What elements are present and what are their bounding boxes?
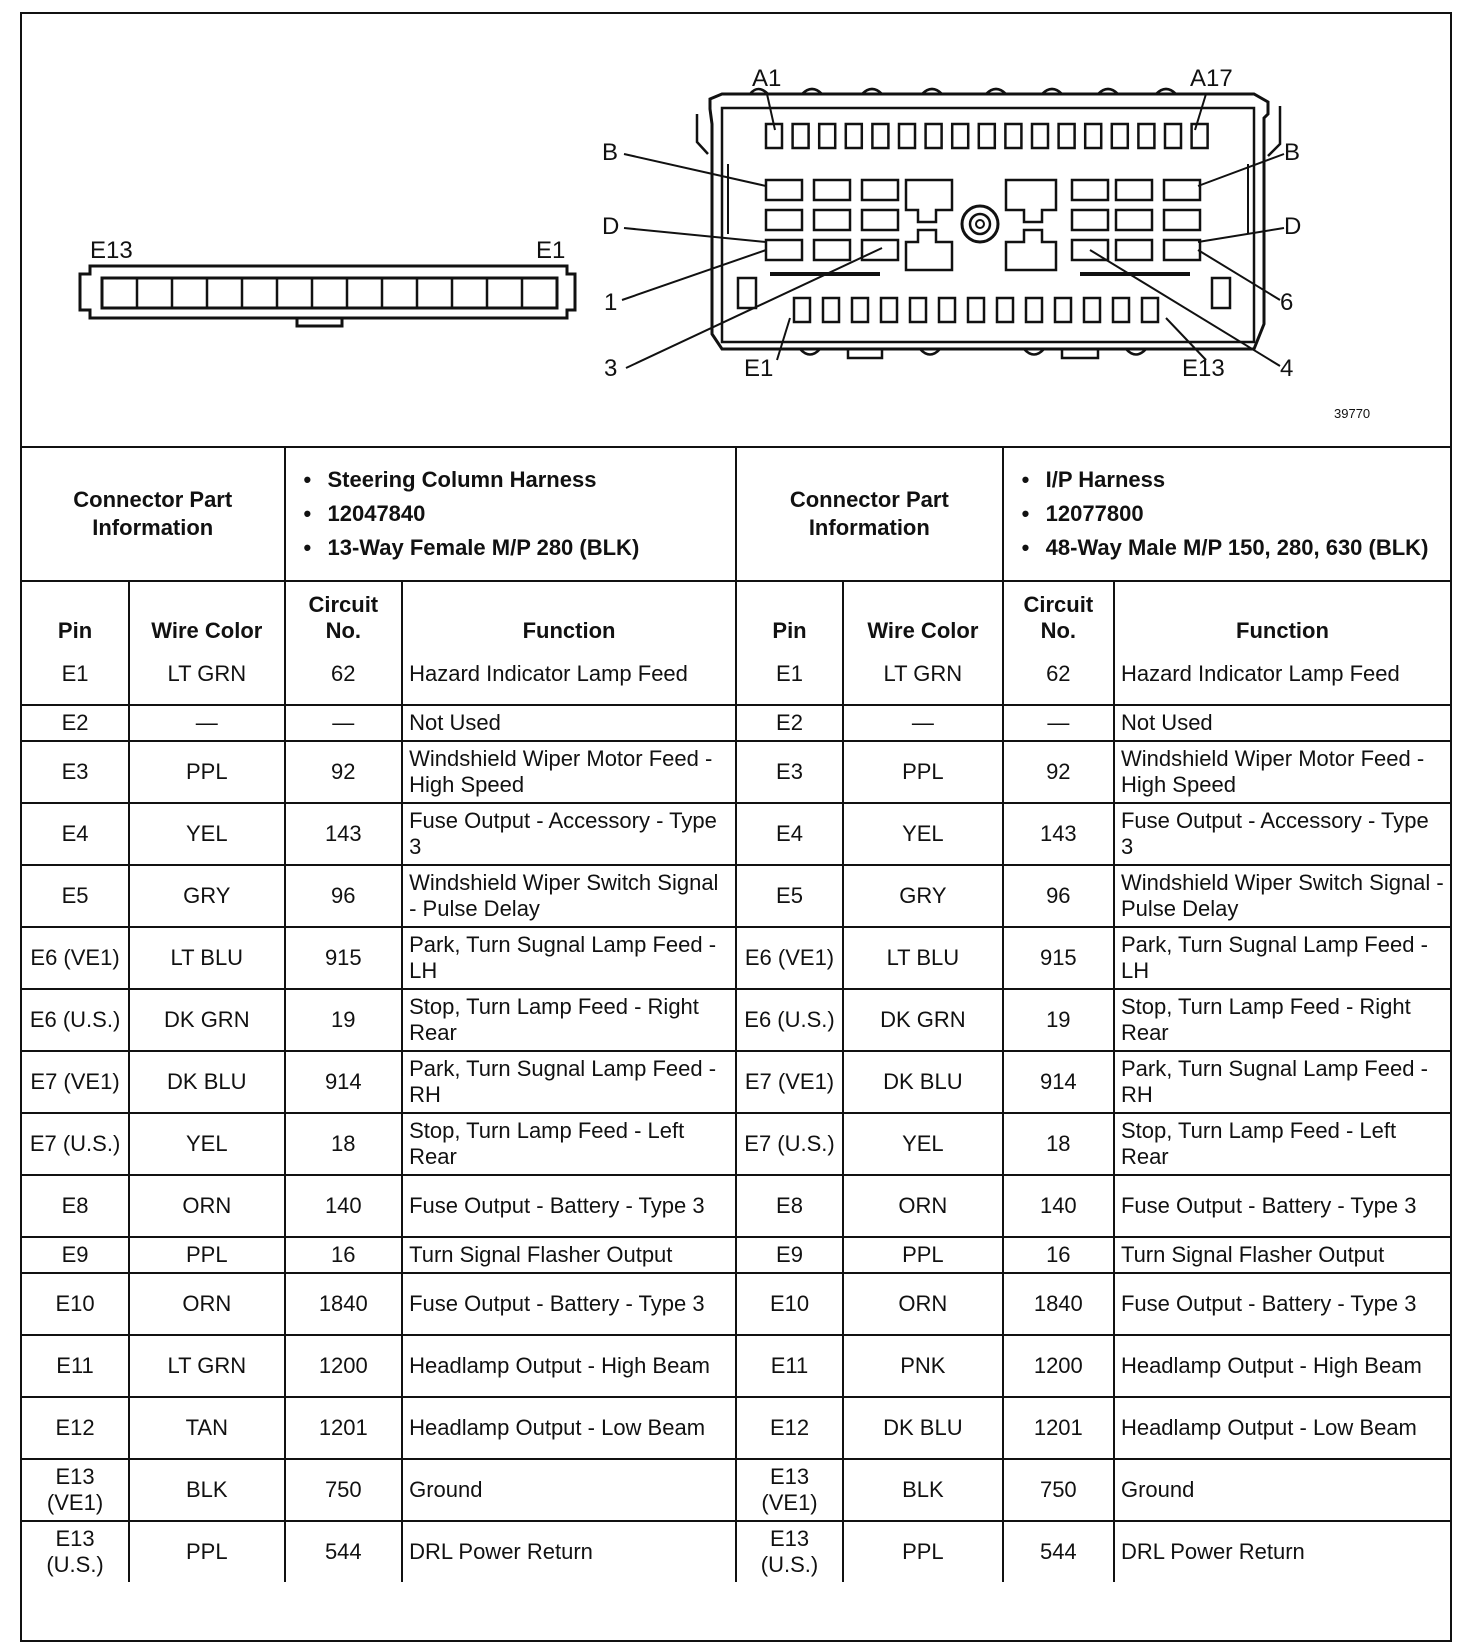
label-row-d-left: D (602, 213, 620, 240)
function-cell: Not Used (1114, 705, 1450, 741)
table-row (22, 1397, 1450, 1459)
cavity-a (926, 124, 942, 148)
circuit-cell: 92 (1003, 741, 1114, 803)
left-connector-e1-label: E1 (536, 237, 566, 264)
pin-cell: E9 (22, 1237, 129, 1273)
label-col-1: 1 (604, 289, 618, 316)
table-row (22, 1459, 1450, 1521)
left-connector-face (80, 266, 575, 326)
pin-cell: E6 (U.S.) (736, 989, 843, 1051)
col-header-pin: Pin (736, 581, 843, 644)
wire-color-cell: GRY (843, 865, 1003, 927)
circuit-cell: 18 (285, 1113, 403, 1175)
left-connector-cavities (137, 278, 522, 308)
wire-color-cell: PPL (129, 741, 284, 803)
circuit-cell: 143 (1003, 803, 1114, 865)
function-cell: Fuse Output - Accessory - Type 3 (402, 803, 736, 865)
pinout-table (22, 448, 1450, 1582)
pin-cell: E5 (736, 865, 843, 927)
pin-cell: E7 (VE1) (736, 1051, 843, 1113)
function-cell: Ground (1114, 1459, 1450, 1521)
col-header-pin: Pin (22, 581, 129, 644)
pin-cell: E10 (22, 1273, 129, 1335)
function-cell: Windshield Wiper Switch Signal - Pulse Delay (402, 865, 736, 927)
wire-color-cell: TAN (129, 1397, 284, 1459)
cavity-block (766, 210, 802, 230)
left-info-type: • 13-Way Female M/P 280 (BLK) (302, 531, 729, 565)
circuit-cell: 1840 (1003, 1273, 1114, 1335)
cavity-a (1085, 124, 1101, 148)
figure-id: 39770 (1334, 406, 1371, 421)
right-info-harness: • I/P Harness (1020, 463, 1444, 497)
circuit-cell: — (285, 705, 403, 741)
cavity-e (1113, 298, 1129, 322)
cavity-block (1164, 210, 1200, 230)
pin-cell: E13 (VE1) (736, 1459, 843, 1521)
circuit-cell: 915 (285, 927, 403, 989)
wire-color-cell: LT GRN (129, 644, 284, 705)
circuit-cell: 96 (1003, 865, 1114, 927)
wire-color-cell: DK GRN (129, 989, 284, 1051)
wire-color-cell: ORN (129, 1175, 284, 1237)
cavity-block (814, 240, 850, 260)
table-row (22, 1335, 1450, 1397)
circuit-cell: — (1003, 705, 1114, 741)
pin-cell: E7 (VE1) (22, 1051, 129, 1113)
circuit-cell: 96 (285, 865, 403, 927)
cavity-block (1116, 180, 1152, 200)
cavity-block (814, 210, 850, 230)
table-row (22, 1051, 1450, 1113)
table-row (22, 1273, 1450, 1335)
function-cell: Windshield Wiper Motor Feed - High Speed (1114, 741, 1450, 803)
pin-cell: E6 (VE1) (22, 927, 129, 989)
col-header-function: Function (402, 581, 736, 644)
pin-cell: E3 (736, 741, 843, 803)
wire-color-cell: YEL (129, 1113, 284, 1175)
connector-drawing (22, 14, 1450, 446)
wire-color-cell: DK BLU (129, 1051, 284, 1113)
table-row (22, 989, 1450, 1051)
function-cell: Turn Signal Flasher Output (402, 1237, 736, 1273)
circuit-cell: 18 (1003, 1113, 1114, 1175)
function-cell: Not Used (402, 705, 736, 741)
circuit-cell: 16 (285, 1237, 403, 1273)
label-col-6: 6 (1280, 289, 1294, 316)
cavity-block (766, 180, 802, 200)
circuit-cell: 1201 (285, 1397, 403, 1459)
pin-cell: E2 (22, 705, 129, 741)
pin-cell: E3 (22, 741, 129, 803)
wire-color-cell: DK BLU (843, 1397, 1003, 1459)
col-header-function: Function (1114, 581, 1450, 644)
cavity-e (1084, 298, 1100, 322)
pin-cell: E12 (22, 1397, 129, 1459)
col-header-circuit-no: Circuit No. (285, 581, 403, 644)
circuit-cell: 750 (1003, 1459, 1114, 1521)
pin-cell: E12 (736, 1397, 843, 1459)
wire-color-cell: YEL (129, 803, 284, 865)
cavity-block (862, 180, 898, 200)
function-cell: Fuse Output - Battery - Type 3 (1114, 1273, 1450, 1335)
pin-cell: E13 (U.S.) (22, 1521, 129, 1582)
column-header-row (22, 581, 1450, 644)
table-row (22, 1175, 1450, 1237)
circuit-cell: 544 (1003, 1521, 1114, 1582)
circuit-cell: 19 (285, 989, 403, 1051)
circuit-cell: 914 (1003, 1051, 1114, 1113)
cavity-a (979, 124, 995, 148)
left-connector-e13-label: E13 (90, 237, 133, 264)
function-cell: Hazard Indicator Lamp Feed (1114, 644, 1450, 705)
function-cell: Stop, Turn Lamp Feed - Left Rear (402, 1113, 736, 1175)
col-header-wire-color: Wire Color (129, 581, 284, 644)
table-row (22, 927, 1450, 989)
right-connector-row-e-cavities (794, 298, 1158, 322)
wire-color-cell: — (129, 705, 284, 741)
cavity-block (1072, 210, 1108, 230)
circuit-cell: 62 (1003, 644, 1114, 705)
pin-rows (22, 644, 1450, 1582)
wire-color-cell: PPL (129, 1521, 284, 1582)
table-row (22, 865, 1450, 927)
left-connector-info (285, 448, 736, 581)
cavity-a (1112, 124, 1128, 148)
pin-cell: E11 (736, 1335, 843, 1397)
cavity-e (823, 298, 839, 322)
pin-cell: E4 (736, 803, 843, 865)
cavity-e (1142, 298, 1158, 322)
pin-cell: E13 (U.S.) (736, 1521, 843, 1582)
wire-color-cell: BLK (129, 1459, 284, 1521)
function-cell: Headlamp Output - High Beam (1114, 1335, 1450, 1397)
pin-cell: E7 (U.S.) (22, 1113, 129, 1175)
cavity-block (1116, 210, 1152, 230)
cavity-e (910, 298, 926, 322)
function-cell: Park, Turn Sugnal Lamp Feed - RH (1114, 1051, 1450, 1113)
function-cell: Stop, Turn Lamp Feed - Right Rear (1114, 989, 1450, 1051)
label-a1: A1 (752, 65, 782, 92)
wire-color-cell: GRY (129, 865, 284, 927)
label-row-b-right: B (1284, 139, 1301, 166)
pin-cell: E10 (736, 1273, 843, 1335)
function-cell: Headlamp Output - Low Beam (402, 1397, 736, 1459)
function-cell: Fuse Output - Accessory - Type 3 (1114, 803, 1450, 865)
connector-sheet (20, 12, 1452, 1642)
circuit-cell: 1200 (285, 1335, 403, 1397)
wire-color-cell: ORN (129, 1273, 284, 1335)
function-cell: Park, Turn Sugnal Lamp Feed - LH (1114, 927, 1450, 989)
table-row (22, 644, 1450, 705)
wire-color-cell: LT GRN (843, 644, 1003, 705)
left-connector-info-label: Connector Part Information (22, 448, 285, 581)
circuit-cell: 1200 (1003, 1335, 1114, 1397)
table-row (22, 741, 1450, 803)
label-e1: E1 (744, 355, 774, 382)
cavity-e (794, 298, 810, 322)
function-cell: Turn Signal Flasher Output (1114, 1237, 1450, 1273)
cavity-a (793, 124, 809, 148)
table-row (22, 1113, 1450, 1175)
circuit-cell: 92 (285, 741, 403, 803)
cavity-block (1116, 240, 1152, 260)
table-row (22, 1237, 1450, 1273)
wire-color-cell: DK GRN (843, 989, 1003, 1051)
wire-color-cell: ORN (843, 1273, 1003, 1335)
connector-info-row (22, 448, 1450, 581)
wire-color-cell: LT BLU (843, 927, 1003, 989)
pin-cell: E5 (22, 865, 129, 927)
function-cell: Ground (402, 1459, 736, 1521)
function-cell: Headlamp Output - High Beam (402, 1335, 736, 1397)
pin-cell: E8 (22, 1175, 129, 1237)
pin-cell: E1 (22, 644, 129, 705)
col-header-wire-color: Wire Color (843, 581, 1003, 644)
cavity-a (819, 124, 835, 148)
cavity-a (952, 124, 968, 148)
cavity-block (1072, 180, 1108, 200)
wire-color-cell: PPL (843, 1237, 1003, 1273)
cavity-e (997, 298, 1013, 322)
wire-color-cell: PPL (129, 1237, 284, 1273)
function-cell: Fuse Output - Battery - Type 3 (402, 1273, 736, 1335)
function-cell: Stop, Turn Lamp Feed - Left Rear (1114, 1113, 1450, 1175)
right-info-type: • 48-Way Male M/P 150, 280, 630 (BLK) (1020, 531, 1444, 565)
cavity-block (766, 240, 802, 260)
wire-color-cell: PNK (843, 1335, 1003, 1397)
cavity-block (1164, 180, 1200, 200)
right-connector-info (1003, 448, 1450, 581)
circuit-cell: 750 (285, 1459, 403, 1521)
wire-color-cell: YEL (843, 803, 1003, 865)
circuit-cell: 16 (1003, 1237, 1114, 1273)
connector-diagram (22, 14, 1450, 448)
pin-cell: E2 (736, 705, 843, 741)
label-row-d-right: D (1284, 213, 1302, 240)
pin-cell: E7 (U.S.) (736, 1113, 843, 1175)
label-col-3: 3 (604, 355, 618, 382)
cavity-e (968, 298, 984, 322)
function-cell: Hazard Indicator Lamp Feed (402, 644, 736, 705)
cavity-a (1005, 124, 1021, 148)
table-row (22, 1521, 1450, 1582)
circuit-cell: 914 (285, 1051, 403, 1113)
circuit-cell: 19 (1003, 989, 1114, 1051)
wire-color-cell: BLK (843, 1459, 1003, 1521)
cavity-e (1055, 298, 1071, 322)
cavity-a (899, 124, 915, 148)
circuit-cell: 544 (285, 1521, 403, 1582)
cavity-a (1032, 124, 1048, 148)
table-row (22, 705, 1450, 741)
left-info-harness: • Steering Column Harness (302, 463, 729, 497)
cavity-e (939, 298, 955, 322)
function-cell: Park, Turn Sugnal Lamp Feed - LH (402, 927, 736, 989)
wire-color-cell: ORN (843, 1175, 1003, 1237)
cavity-a (1059, 124, 1075, 148)
circuit-cell: 62 (285, 644, 403, 705)
function-cell: Park, Turn Sugnal Lamp Feed - RH (402, 1051, 736, 1113)
label-e13: E13 (1182, 355, 1225, 382)
wire-color-cell: PPL (843, 1521, 1003, 1582)
cavity-e (852, 298, 868, 322)
cavity-a (872, 124, 888, 148)
wire-color-cell: DK BLU (843, 1051, 1003, 1113)
pin-cell: E8 (736, 1175, 843, 1237)
cavity-a (1192, 124, 1208, 148)
wire-color-cell: LT GRN (129, 1335, 284, 1397)
function-cell: Windshield Wiper Motor Feed - High Speed (402, 741, 736, 803)
cavity-block (1164, 240, 1200, 260)
function-cell: Windshield Wiper Switch Signal - Pulse Delay (1114, 865, 1450, 927)
circuit-cell: 143 (285, 803, 403, 865)
circuit-cell: 140 (285, 1175, 403, 1237)
wire-color-cell: — (843, 705, 1003, 741)
circuit-cell: 915 (1003, 927, 1114, 989)
right-connector-row-a-cavities (766, 124, 1208, 148)
table-row (22, 803, 1450, 865)
function-cell: DRL Power Return (1114, 1521, 1450, 1582)
pin-cell: E4 (22, 803, 129, 865)
pin-cell: E6 (U.S.) (22, 989, 129, 1051)
cavity-a (1138, 124, 1154, 148)
pin-cell: E1 (736, 644, 843, 705)
wire-color-cell: LT BLU (129, 927, 284, 989)
right-info-part-number: • 12077800 (1020, 497, 1444, 531)
cavity-a (1165, 124, 1181, 148)
col-header-circuit-no: Circuit No. (1003, 581, 1114, 644)
label-row-b-left: B (602, 139, 619, 166)
circuit-cell: 1201 (1003, 1397, 1114, 1459)
circuit-cell: 140 (1003, 1175, 1114, 1237)
right-connector-info-label: Connector Part Information (736, 448, 1003, 581)
function-cell: Fuse Output - Battery - Type 3 (402, 1175, 736, 1237)
cavity-a (846, 124, 862, 148)
left-info-part-number: • 12047840 (302, 497, 729, 531)
function-cell: Stop, Turn Lamp Feed - Right Rear (402, 989, 736, 1051)
cavity-e (881, 298, 897, 322)
function-cell: DRL Power Return (402, 1521, 736, 1582)
pin-cell: E6 (VE1) (736, 927, 843, 989)
cavity-e (1026, 298, 1042, 322)
pin-cell: E11 (22, 1335, 129, 1397)
function-cell: Headlamp Output - Low Beam (1114, 1397, 1450, 1459)
pin-cell: E9 (736, 1237, 843, 1273)
wire-color-cell: PPL (843, 741, 1003, 803)
label-col-4: 4 (1280, 355, 1294, 382)
function-cell: Fuse Output - Battery - Type 3 (1114, 1175, 1450, 1237)
cavity-block (814, 180, 850, 200)
label-a17: A17 (1190, 65, 1233, 92)
pin-cell: E13 (VE1) (22, 1459, 129, 1521)
cavity-block (862, 210, 898, 230)
wire-color-cell: YEL (843, 1113, 1003, 1175)
circuit-cell: 1840 (285, 1273, 403, 1335)
